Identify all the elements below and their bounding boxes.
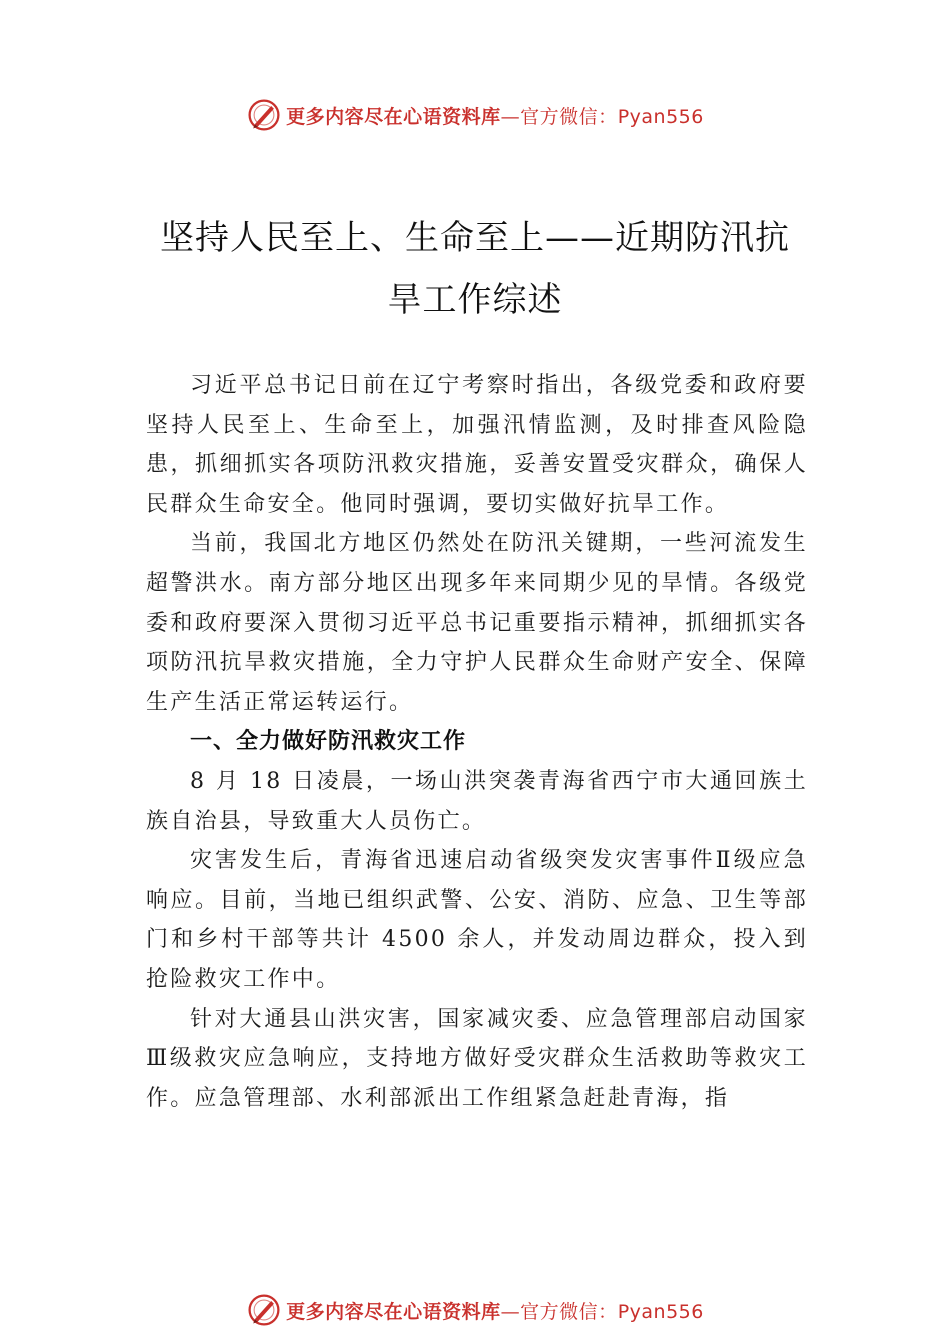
paragraph-2: 当前，我国北方地区仍然处在防汛关键期，一些河流发生超警洪水。南方部分地区出现多年来同期少见的旱情。各级党委和政府要深入贯彻习近平总书记重要指示精神，抓细抓实各项防汛抗旱救灾措施，全力守护人民群众生命财产安全、保障生产生活正常运转运行。	[146, 531, 808, 715]
paragraph-5: 针对大通县山洪灾害，国家减灾委、应急管理部启动国家Ⅲ级救灾应急响应，支持地方做好受灾群众生活救助等救灾工作。应急管理部、水利部派出工作组紧急赶赴青海，指	[146, 1006, 808, 1111]
pen-seal-logo-icon	[246, 1292, 282, 1328]
document-title-line-1: 坚持人民至上、生命至上——近期防汛抗	[160, 218, 790, 258]
paragraph-3: 8 月 18 日凌晨，一场山洪突袭青海省西宁市大通回族土族自治县，导致重大人员伤亡。	[146, 768, 808, 834]
banner-text	[286, 1297, 704, 1324]
paragraph-1: 习近平总书记日前在辽宁考察时指出，各级党委和政府要坚持人民至上、生命至上，加强汛情监测，及时排查风险隐患，抓细抓实各项防汛救灾措施，妥善安置受灾群众，确保人民群众生命安全。他同时强调，要切实做好抗旱工作。	[146, 373, 808, 517]
footer-banner	[0, 1290, 950, 1330]
banner-wechat-id: Pyan556	[617, 105, 704, 128]
pen-seal-logo-icon	[246, 97, 282, 133]
banner-wechat-label: 官方微信：	[520, 1300, 618, 1323]
document-body	[146, 366, 808, 1118]
banner-brand: 更多内容尽在心语资料库	[286, 1300, 501, 1323]
banner-dash: —	[500, 105, 521, 128]
banner-wechat-id: Pyan556	[617, 1300, 704, 1323]
paragraph-4: 灾害发生后，青海省迅速启动省级突发灾害事件Ⅱ级应急响应。目前，当地已组织武警、公安、消防、应急、卫生等部门和乡村干部等共计 4500 余人，并发动周边群众，投入到抢险救灾工作中。	[146, 848, 808, 992]
banner-brand: 更多内容尽在心语资料库	[286, 105, 501, 128]
banner-text	[286, 102, 704, 129]
banner-dash: —	[500, 1300, 521, 1323]
banner-wechat-label: 官方微信：	[520, 105, 618, 128]
header-banner	[0, 95, 950, 135]
document-title-line-2: 旱工作综述	[387, 280, 563, 320]
section-heading-1: 一、全力做好防汛救灾工作	[190, 729, 467, 755]
